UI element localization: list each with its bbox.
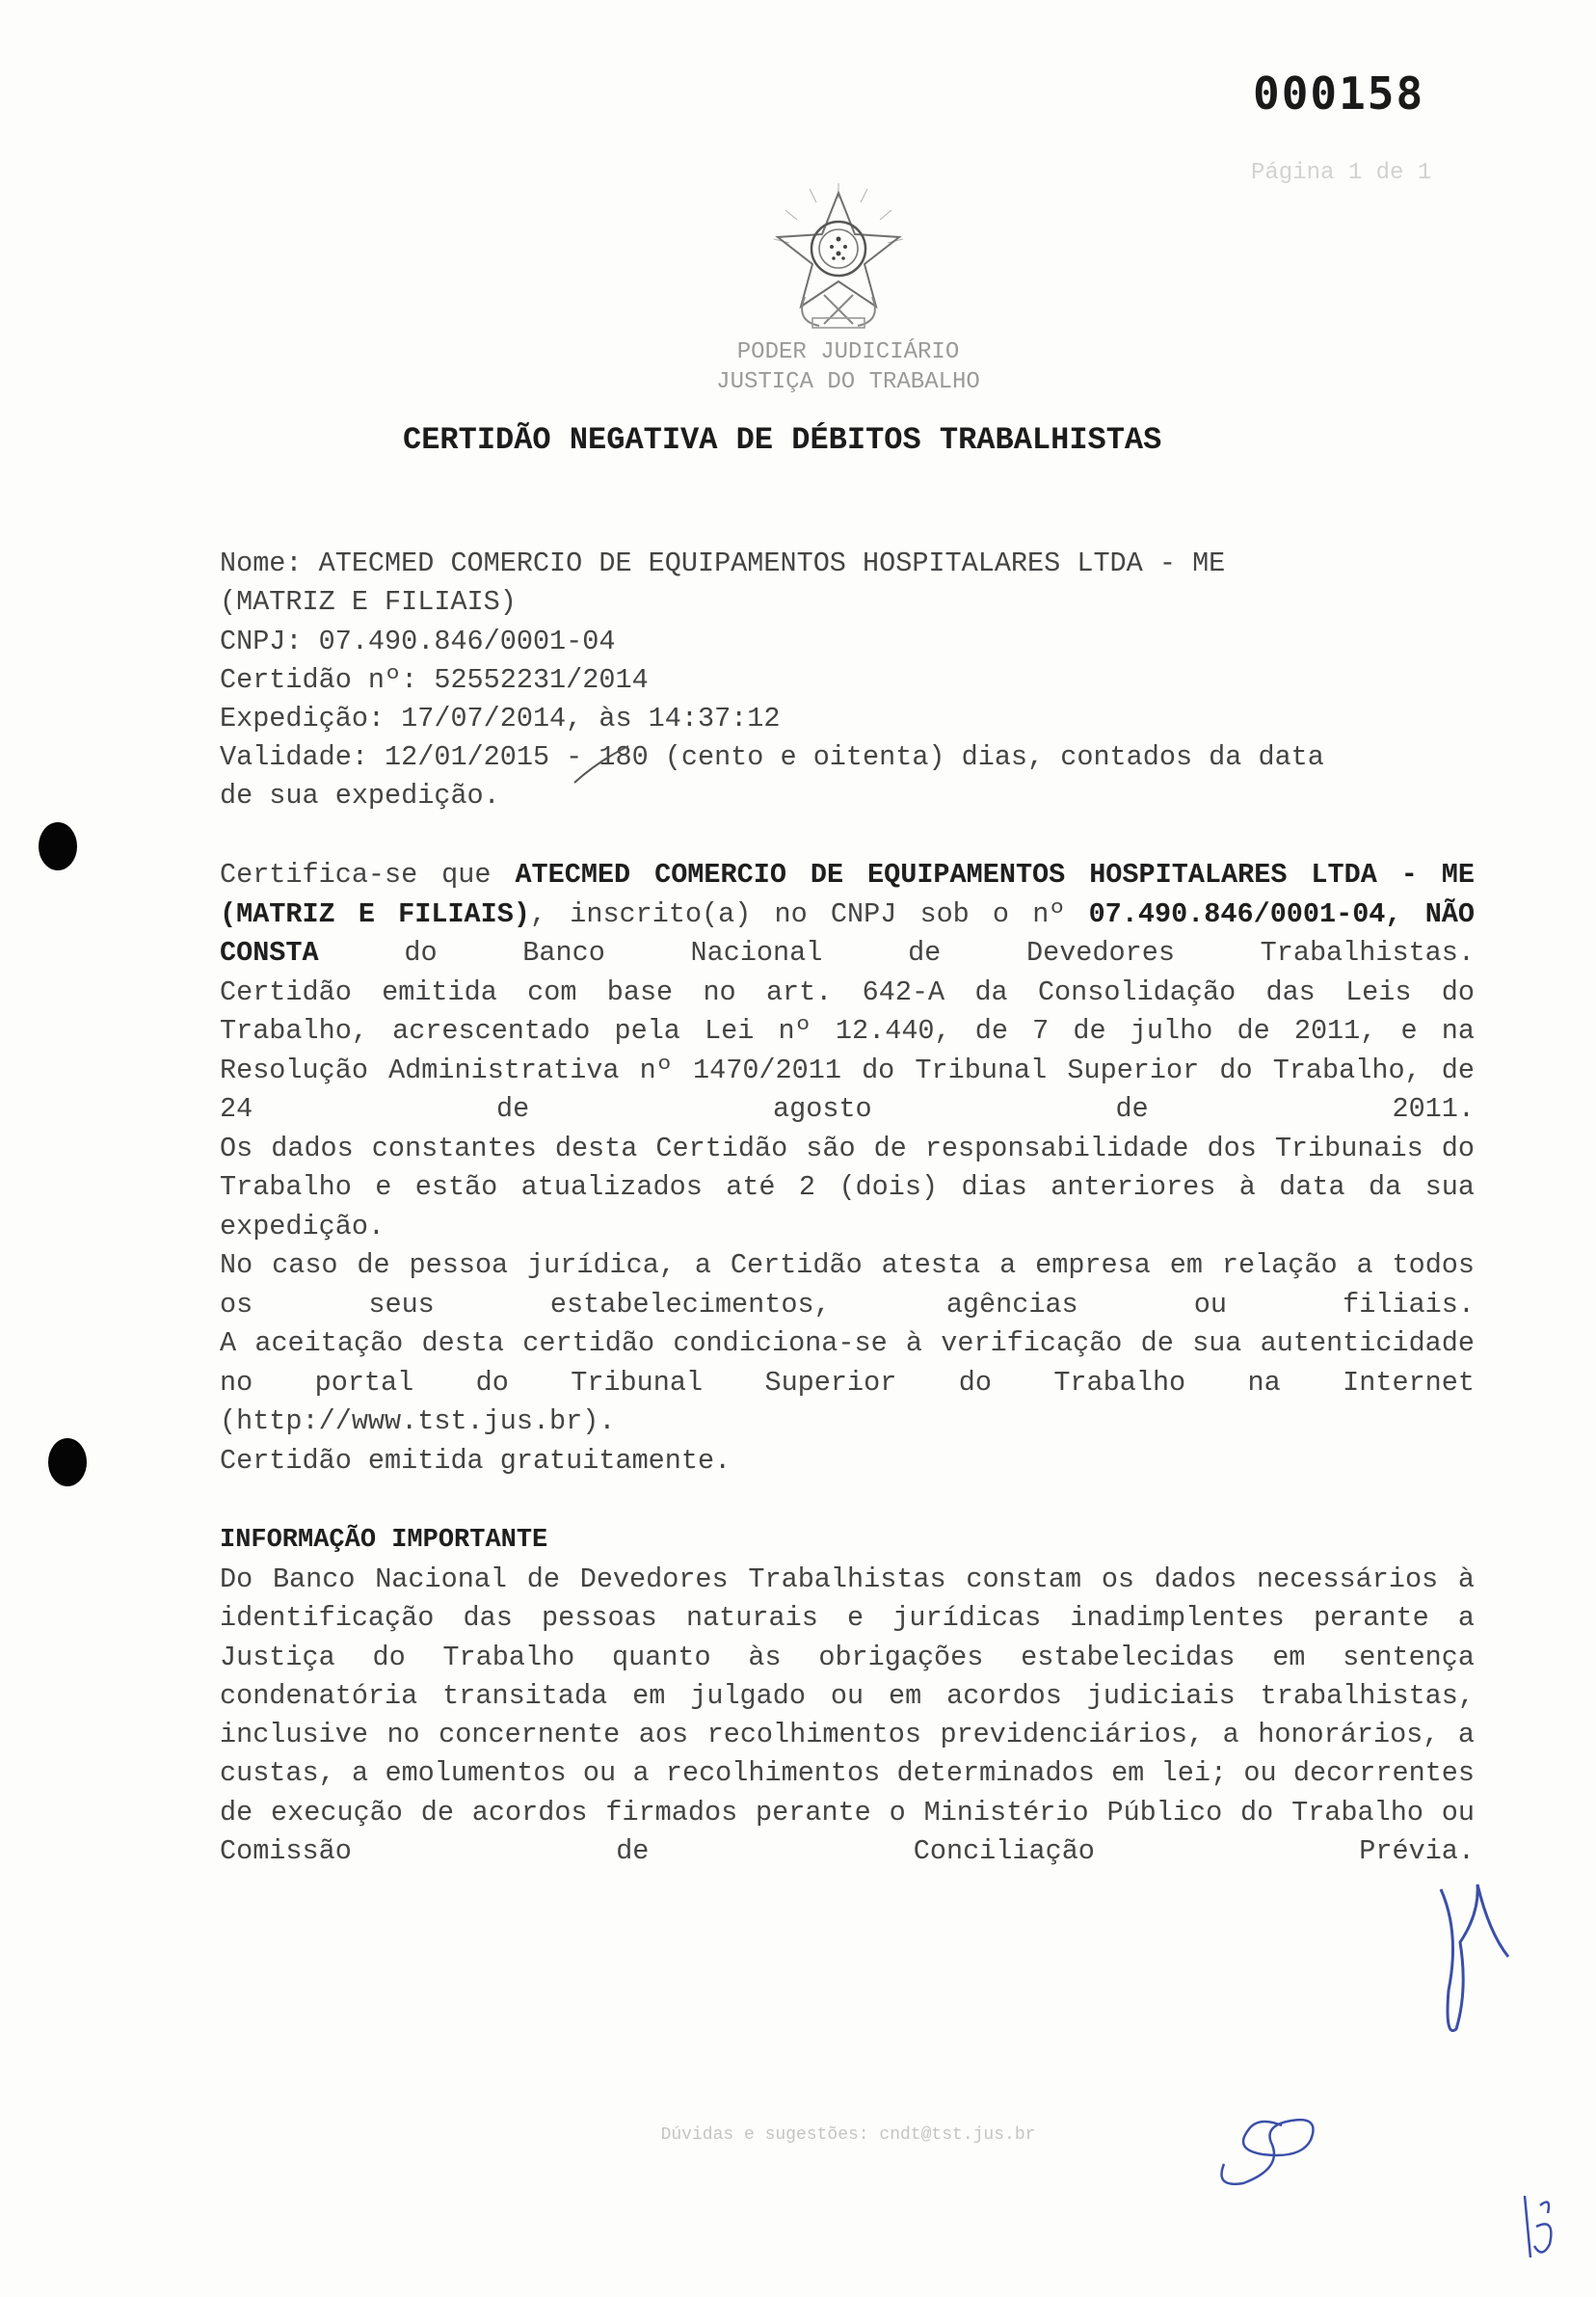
validade-line: Validade: 12/01/2015 - 180 (cento e oitenta) dias, contados da data	[220, 741, 1324, 773]
signature-mark	[1205, 2106, 1340, 2193]
header-line-1: PODER JUDICIÁRIO	[736, 339, 960, 365]
page-indicator: Página 1 de 1	[1251, 160, 1432, 186]
expedicao-line: Expedição: 17/07/2014, às 14:37:12	[220, 703, 781, 735]
validade-continuation: de sua expedição.	[220, 780, 500, 812]
signature-initials-mark	[1422, 1875, 1518, 2048]
document-stamp-number: 000158	[1253, 67, 1425, 120]
cnpj-bold: 07.490.846/0001-04,	[1088, 897, 1402, 930]
certidao-number-line: Certidão nº: 52552231/2014	[220, 664, 649, 696]
coat-of-arms-icon	[766, 181, 911, 335]
important-paragraph: Do Banco Nacional de Devedores Trabalhistas constam os dados necessários à identificação das pessoas naturais e jurídicas inadimplentes perante a Justiça do Trabalho quanto às obrigações estabelecidas em sentença condenatória transitada em julgado ou em acordos judiciais trabalhistas, inclusive no concernente aos recolhimentos previdenciários, a honorários, a custas, a emolumentos ou a recolhimentos determinados em lei; ou decorrentes de execução de acordos firmados perante o Ministério Público do Trabalho ou Comissão de Conciliação Prévia.	[220, 1563, 1475, 1868]
cnpj-line: CNPJ: 07.490.846/0001-04	[220, 626, 616, 657]
certification-body	[220, 856, 1475, 1481]
legal-entity-paragraph: No caso de pessoa jurídica, a Certidão atesta a empresa em relação a todos os seus estabelecimentos, agências ou filiais.	[220, 1249, 1475, 1321]
nome-line: Nome: ATECMED COMERCIO DE EQUIPAMENTOS HOSPITALARES LTDA - ME	[220, 548, 1226, 579]
important-heading: INFORMAÇÃO IMPORTANTE	[220, 1526, 548, 1555]
free-emission-paragraph: Certidão emitida gratuitamente.	[220, 1444, 732, 1477]
handwritten-number-mark	[1513, 2188, 1561, 2265]
data-responsibility-paragraph: Os dados constantes desta Certidão são de responsabilidade dos Tribunais do Trabalho e estão atualizados até 2 (dois) dias anteriores à data da sua expedição.	[220, 1132, 1475, 1242]
important-body	[220, 1561, 1475, 1871]
handwritten-slash-mark	[569, 742, 636, 790]
status-nao-consta: NÃO CONSTA	[220, 897, 1475, 969]
header-line-2: JUSTIÇA DO TRABALHO	[716, 369, 980, 395]
punch-hole-icon	[48, 1438, 87, 1486]
footer-contact: Dúvidas e sugestões: cndt@tst.jus.br	[660, 2125, 1036, 2145]
page-title: CERTIDÃO NEGATIVA DE DÉBITOS TRABALHISTAS	[403, 422, 1162, 458]
legal-basis-paragraph: Certidão emitida com base no art. 642-A da Consolidação das Leis do Trabalho, acrescentado pela Lei nº 12.440, de 7 de julho de 2011, e na Resolução Administrativa nº 1470/2011 do Tribunal Superior do Trabalho, de 24 de agosto de 2011.	[220, 975, 1475, 1125]
company-name: ATECMED COMERCIO DE EQUIPAMENTOS HOSPITALARES LTDA - ME (MATRIZ E FILIAIS)	[220, 859, 1475, 930]
nome-continuation: (MATRIZ E FILIAIS)	[220, 586, 517, 618]
certifica-paragraph: Certifica-se que ATECMED COMERCIO DE EQUIPAMENTOS HOSPITALARES LTDA - ME (MATRIZ E FILIAIS), inscrito(a) no CNPJ sob o nº 07.490.846/0001-04, NÃO CONSTA do Banco Nacional de Devedores Trabalhistas.	[220, 859, 1475, 969]
punch-hole-icon	[39, 822, 77, 870]
authenticity-paragraph: A aceitação desta certidão condiciona-se à verificação de sua autenticidade no portal do Tribunal Superior do Trabalho na Internet (http://www.tst.jus.br).	[220, 1327, 1475, 1437]
